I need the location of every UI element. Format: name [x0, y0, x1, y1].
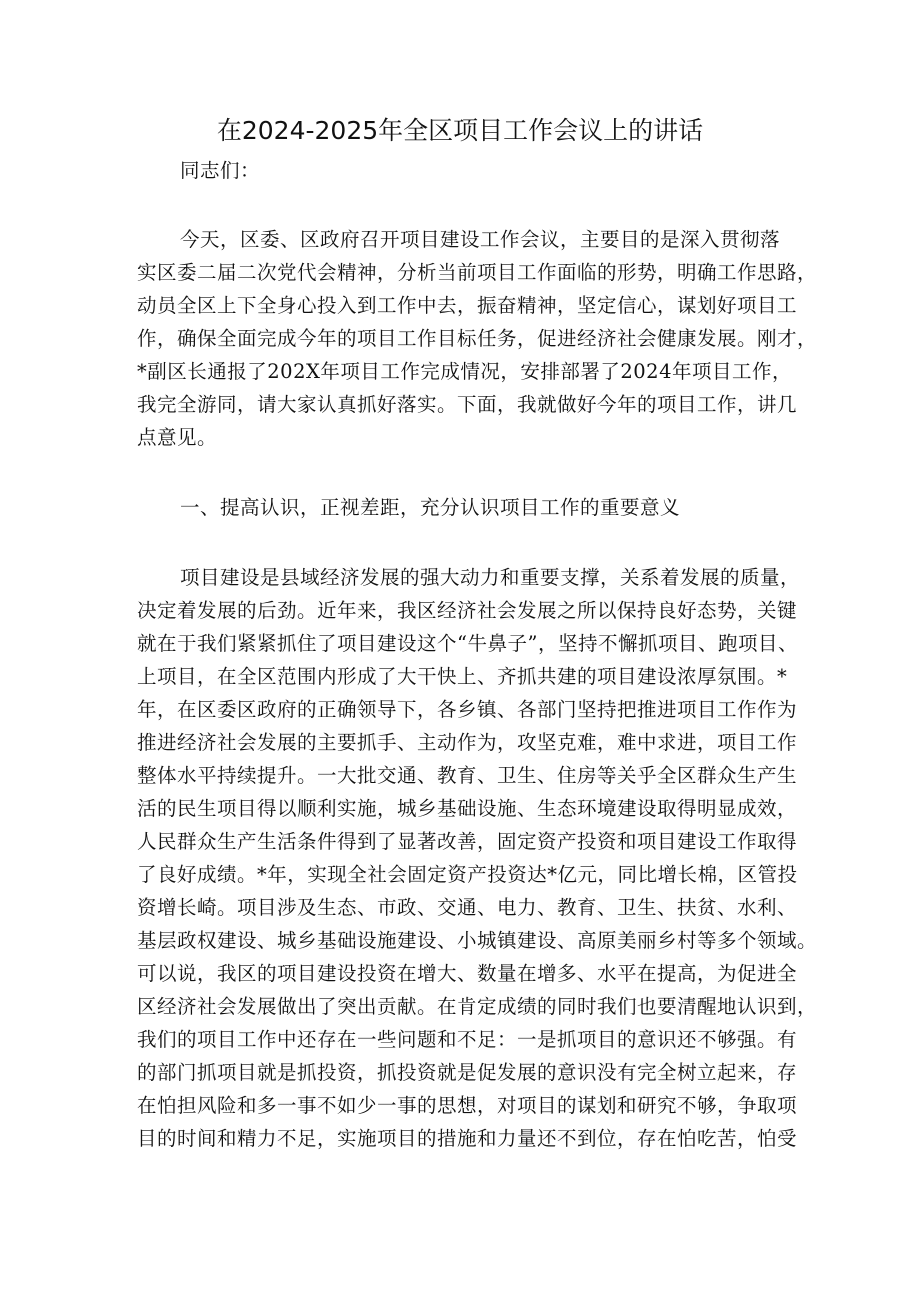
paragraph-line: 今天，区委、区政府召开项目建设工作会议，主要目的是深入贯彻落 [180, 228, 781, 251]
document-title: 在2024-2025年全区项目工作会议上的讲话 [216, 116, 704, 145]
paragraph-line: 动员全区上下全身心投入到工作中去，振奋精神，坚定信心，谋划好项目工 [137, 294, 798, 317]
paragraph-line: 点意见。 [137, 426, 218, 449]
paragraph-line: 我们的项目工作中还存在一些问题和不足：一是抓项目的意识还不够强。有 [137, 1028, 798, 1051]
paragraph-line: 了良好成绩。*年，实现全社会固定资产投资达*亿元，同比增长棉，区管投 [137, 863, 798, 886]
paragraph-line: 可以说，我区的项目建设投资在增大、数量在增多、水平在提高，为促进全 [137, 962, 798, 985]
paragraph-line: 决定着发展的后劲。近年来，我区经济社会发展之所以保持良好态势，关键 [137, 599, 798, 622]
paragraph-line: 作，确保全面完成今年的项目工作目标任务，促进经济社会健康发展。刚才， [137, 327, 818, 350]
paragraph-line: 资增长崎。项目涉及生态、市政、交通、电力、教育、卫生、扶贫、水利、 [137, 896, 798, 919]
paragraph-line: 在怕担风险和多一事不如少一事的思想，对项目的谋划和研究不够，争取项 [137, 1094, 798, 1117]
paragraph-line: 基层政权建设、城乡基础设施建设、小城镇建设、高原美丽乡村等多个领域。 [137, 929, 818, 952]
paragraph-line: 区经济社会发展做出了突出贡献。在肯定成绩的同时我们也要清醒地认识到， [137, 995, 818, 1018]
paragraph-line: *副区长通报了202X年项目工作完成情况，安排部署了2024年项目工作， [137, 360, 792, 383]
paragraph-line: 推进经济社会发展的主要抓手、主动作为，攻坚克难，难中求进，项目工作 [137, 731, 798, 754]
paragraph-line: 整体水平持续提升。一大批交通、教育、卫生、住房等关乎全区群众生产生 [137, 764, 798, 787]
paragraph-line: 活的民生项目得以顺利实施，城乡基础设施、生态环境建设取得明显成效， [137, 797, 798, 820]
paragraph-line: 上项目，在全区范围内形成了大干快上、齐抓共建的项目建设浓厚氛围。* [137, 665, 788, 688]
paragraph-line: 人民群众生产生活条件得到了显著改善，固定资产投资和项目建设工作取得 [137, 830, 798, 853]
paragraph-line: 我完全游同，请大家认真抓好落实。下面，我就做好今年的项目工作，讲几 [137, 393, 798, 416]
section-heading: 一、提高认识，正视差距，充分认识项目工作的重要意义 [180, 496, 681, 519]
paragraph-line: 的部门抓项目就是抓投资，抓投资就是促发展的意识没有完全树立起来，存 [137, 1061, 798, 1084]
paragraph-line: 年，在区委区政府的正确领导下，各乡镇、各部门坚持把推进项目工作作为 [137, 698, 798, 721]
paragraph-line: 就在于我们紧紧抓住了项目建设这个“牛鼻子”，坚持不懈抓项目、跑项目、 [137, 632, 798, 655]
paragraph-line: 项目建设是县域经济发展的强大动力和重要支撑，关系着发展的质量， [180, 566, 801, 589]
salutation: 同志们： [180, 159, 261, 182]
paragraph-line: 目的时间和精力不足，实施项目的措施和力量还不到位，存在怕吃苦，怕受 [137, 1127, 798, 1150]
paragraph-line: 实区委二届二次党代会精神，分析当前项目工作面临的形势，明确工作思路， [137, 261, 818, 284]
